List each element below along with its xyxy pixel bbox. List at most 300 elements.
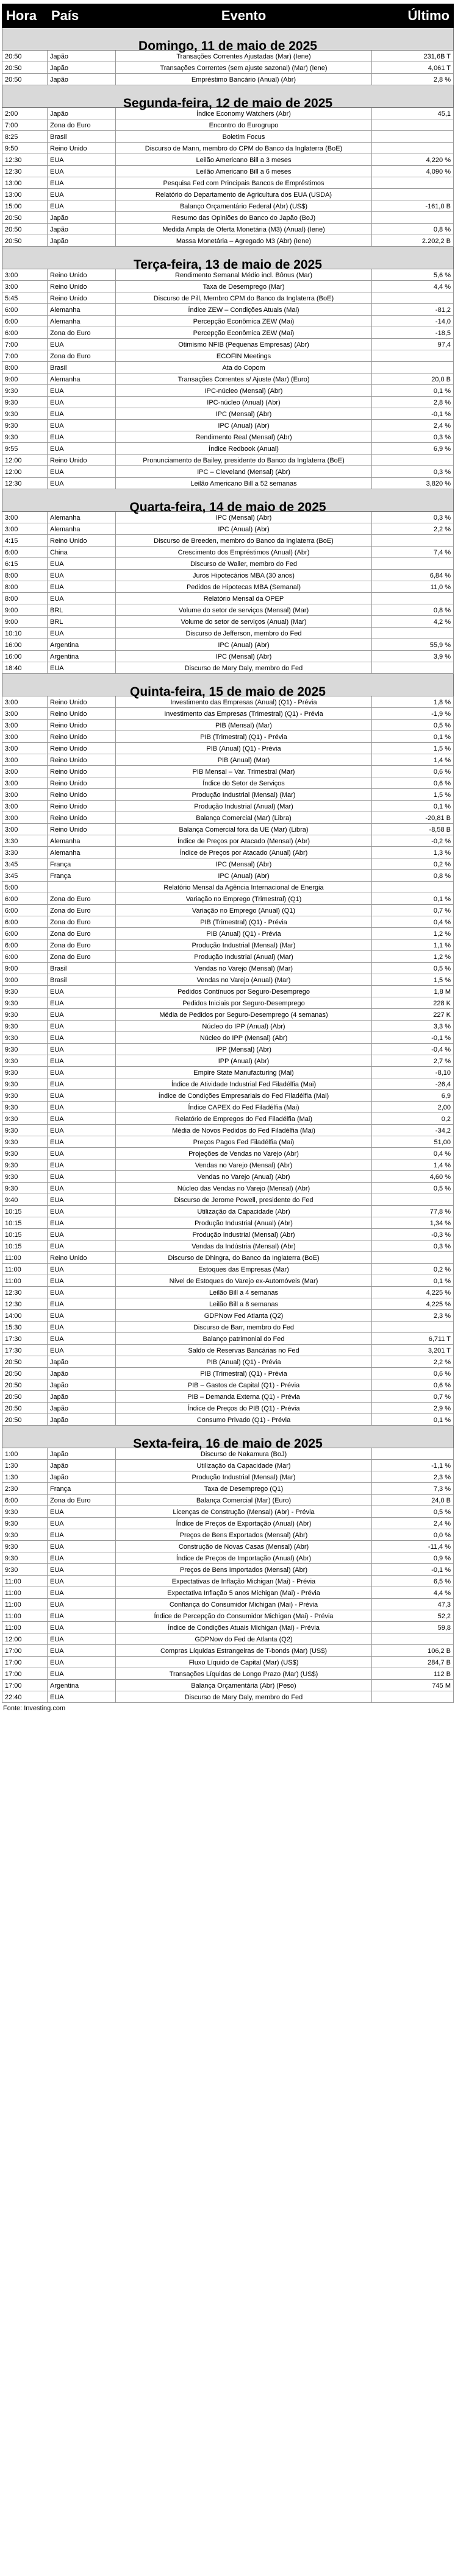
event-value: -8,58 B [372, 824, 454, 835]
event-country: EUA [48, 1610, 116, 1622]
day-title: Terça-feira, 13 de maio de 2025 [2, 247, 454, 269]
event-country: EUA [48, 1622, 116, 1633]
event-time: 9:30 [2, 1564, 48, 1576]
event-row [2, 1495, 454, 1506]
event-time: 9:30 [2, 1055, 48, 1067]
event-name: Balança Comercial (Mar) (Euro) [116, 1495, 372, 1506]
event-row [2, 1090, 454, 1102]
event-country: Reino Unido [48, 269, 116, 281]
event-value: 0,1 % [372, 385, 454, 397]
event-value: 1,4 % [372, 1159, 454, 1171]
event-value: 7,3 % [372, 1483, 454, 1495]
event-time: 11:00 [2, 1576, 48, 1587]
event-name: IPC (Mensal) (Abr) [116, 651, 372, 662]
event-country: Brasil [48, 362, 116, 373]
event-row [2, 777, 454, 789]
event-time: 14:00 [2, 1310, 48, 1322]
event-time: 12:30 [2, 166, 48, 177]
event-time: 8:00 [2, 362, 48, 373]
event-name: Leilão Bill a 8 semanas [116, 1298, 372, 1310]
event-country: EUA [48, 1333, 116, 1345]
event-row [2, 523, 454, 535]
event-country: EUA [48, 1657, 116, 1668]
event-time: 11:00 [2, 1610, 48, 1622]
event-time: 6:00 [2, 905, 48, 916]
event-time: 9:30 [2, 1125, 48, 1136]
event-value: 2,3 % [372, 1471, 454, 1483]
event-country: EUA [48, 1032, 116, 1044]
event-time: 9:30 [2, 1541, 48, 1552]
event-country: Zona do Euro [48, 928, 116, 939]
event-row [2, 212, 454, 224]
event-name: Relatório Mensal da OPEP [116, 593, 372, 604]
event-country: Zona do Euro [48, 350, 116, 362]
event-time: 3:00 [2, 720, 48, 731]
event-name: Vendas da Indústria (Mensal) (Abr) [116, 1240, 372, 1252]
event-time: 17:30 [2, 1333, 48, 1345]
event-row [2, 1287, 454, 1298]
event-name: Transações Correntes (sem ajuste sazonal) (Mar) (Iene) [116, 62, 372, 74]
event-country: Reino Unido [48, 824, 116, 835]
event-row [2, 431, 454, 443]
event-time: 9:00 [2, 974, 48, 986]
day-header [2, 1426, 454, 1448]
event-country: Reino Unido [48, 1252, 116, 1264]
event-value [372, 628, 454, 639]
event-value: 4,2 % [372, 616, 454, 628]
event-value [372, 362, 454, 373]
event-name: Índice de Percepção do Consumidor Michigan (Mai) - Prévia [116, 1610, 372, 1622]
event-value: 231,6B T [372, 51, 454, 62]
event-country: Zona do Euro [48, 327, 116, 339]
event-name: Núcleo do IPP (Anual) (Abr) [116, 1021, 372, 1032]
event-time: 17:00 [2, 1645, 48, 1657]
event-row [2, 1310, 454, 1322]
event-row [2, 1668, 454, 1680]
event-country: EUA [48, 662, 116, 674]
event-row [2, 1148, 454, 1159]
event-time: 9:30 [2, 1078, 48, 1090]
event-time: 9:30 [2, 408, 48, 420]
event-country: EUA [48, 385, 116, 397]
event-time: 15:00 [2, 200, 48, 212]
event-value [372, 1691, 454, 1703]
event-name: PIB (Anual) (Q1) - Prévia [116, 1356, 372, 1368]
event-value: 284,7 B [372, 1657, 454, 1668]
event-value: 0,4 % [372, 916, 454, 928]
event-country: EUA [48, 1159, 116, 1171]
event-country: EUA [48, 628, 116, 639]
event-country: Argentina [48, 651, 116, 662]
event-country: França [48, 858, 116, 870]
event-row [2, 570, 454, 581]
event-row [2, 1564, 454, 1576]
event-name: Empire State Manufacturing (Mai) [116, 1067, 372, 1078]
event-name: Fluxo Líquido de Capital (Mar) (US$) [116, 1657, 372, 1668]
event-row [2, 420, 454, 431]
event-row [2, 824, 454, 835]
event-name: Licenças de Construção (Mensal) (Abr) - Prévia [116, 1506, 372, 1518]
event-row [2, 743, 454, 754]
event-time: 9:00 [2, 373, 48, 385]
event-value: 0,8 % [372, 604, 454, 616]
event-name: Vendas no Varejo (Mensal) (Mar) [116, 963, 372, 974]
event-country: Reino Unido [48, 292, 116, 304]
event-value: -14,0 [372, 316, 454, 327]
event-name: Produção Industrial (Anual) (Mar) [116, 951, 372, 963]
event-name: PIB – Demanda Externa (Q1) - Prévia [116, 1391, 372, 1403]
event-country: Alemanha [48, 316, 116, 327]
event-time: 6:00 [2, 928, 48, 939]
event-name: IPC-núcleo (Anual) (Abr) [116, 397, 372, 408]
event-time: 3:00 [2, 754, 48, 766]
event-name: Boletim Focus [116, 131, 372, 143]
event-time: 20:50 [2, 74, 48, 85]
event-time: 20:50 [2, 51, 48, 62]
event-value: 0,7 % [372, 1391, 454, 1403]
event-value: 1,5 % [372, 974, 454, 986]
event-row [2, 812, 454, 824]
event-name: Discurso de Mary Daly, membro do Fed [116, 1691, 372, 1703]
event-name: Pedidos Contínuos por Seguro-Desemprego [116, 986, 372, 997]
event-time: 17:00 [2, 1680, 48, 1691]
event-row [2, 858, 454, 870]
event-country: EUA [48, 1298, 116, 1310]
event-time: 6:00 [2, 327, 48, 339]
event-value: 3,9 % [372, 651, 454, 662]
event-time: 3:00 [2, 512, 48, 523]
event-country: Reino Unido [48, 777, 116, 789]
event-time: 3:00 [2, 696, 48, 708]
event-row [2, 997, 454, 1009]
event-value: 0,1 % [372, 731, 454, 743]
event-name: IPP (Mensal) (Abr) [116, 1044, 372, 1055]
event-time: 3:30 [2, 835, 48, 847]
event-name: Leilão Bill a 4 semanas [116, 1287, 372, 1298]
event-value: 0,2 % [372, 858, 454, 870]
event-country: EUA [48, 1090, 116, 1102]
event-row [2, 1680, 454, 1691]
event-value: 2,9 % [372, 1403, 454, 1414]
event-value: 0,8 % [372, 870, 454, 882]
event-value [372, 535, 454, 547]
event-time: 3:45 [2, 870, 48, 882]
event-value: 0,5 % [372, 1183, 454, 1194]
event-country: EUA [48, 1645, 116, 1657]
event-value: -18,5 [372, 327, 454, 339]
event-row [2, 893, 454, 905]
event-time: 6:00 [2, 1495, 48, 1506]
event-name: Transações Correntes s/ Ajuste (Mar) (Euro) [116, 373, 372, 385]
event-row [2, 224, 454, 235]
event-country: EUA [48, 1148, 116, 1159]
event-value [372, 662, 454, 674]
event-country: EUA [48, 154, 116, 166]
event-row [2, 1322, 454, 1333]
event-value [372, 1633, 454, 1645]
event-row [2, 604, 454, 616]
event-row [2, 731, 454, 743]
event-name: Núcleo das Vendas no Varejo (Mensal) (Abr) [116, 1183, 372, 1194]
event-name: ECOFIN Meetings [116, 350, 372, 362]
event-name: IPC (Anual) (Abr) [116, 420, 372, 431]
event-time: 6:00 [2, 547, 48, 558]
event-time: 20:50 [2, 1368, 48, 1379]
event-value [372, 131, 454, 143]
event-row [2, 1599, 454, 1610]
event-value: -1,9 % [372, 708, 454, 720]
event-time: 3:00 [2, 523, 48, 535]
event-country: EUA [48, 1541, 116, 1552]
event-country: EUA [48, 1668, 116, 1680]
event-row [2, 1506, 454, 1518]
event-time: 20:50 [2, 1391, 48, 1403]
event-name: Produção Industrial (Mensal) (Mar) [116, 1471, 372, 1483]
event-name: IPC (Mensal) (Abr) [116, 408, 372, 420]
event-time: 9:30 [2, 1044, 48, 1055]
event-country: França [48, 1483, 116, 1495]
event-row [2, 1529, 454, 1541]
event-row [2, 166, 454, 177]
event-row [2, 789, 454, 801]
event-value: 2,8 % [372, 74, 454, 85]
event-time: 9:30 [2, 997, 48, 1009]
event-name: Índice de Preços por Atacado (Anual) (Abr) [116, 847, 372, 858]
event-row [2, 281, 454, 292]
event-row [2, 1032, 454, 1044]
event-name: Produção Industrial (Mensal) (Abr) [116, 1229, 372, 1240]
event-row [2, 339, 454, 350]
event-country: Japão [48, 51, 116, 62]
event-time: 9:30 [2, 1021, 48, 1032]
event-name: Percepção Econômica ZEW (Mai) [116, 327, 372, 339]
event-country: EUA [48, 1194, 116, 1206]
event-country: EUA [48, 1264, 116, 1275]
event-name: PIB – Gastos de Capital (Q1) - Prévia [116, 1379, 372, 1391]
event-row [2, 628, 454, 639]
event-time: 20:50 [2, 1403, 48, 1414]
event-name: Balanço Orçamentário Federal (Abr) (US$) [116, 200, 372, 212]
event-country: EUA [48, 1009, 116, 1021]
event-value: 0,4 % [372, 1148, 454, 1159]
event-country: Alemanha [48, 523, 116, 535]
event-row [2, 639, 454, 651]
event-country: EUA [48, 339, 116, 350]
event-name: Encontro do Eurogrupo [116, 119, 372, 131]
event-country: EUA [48, 1102, 116, 1113]
event-value: 0,5 % [372, 1506, 454, 1518]
event-row [2, 1483, 454, 1495]
event-value: -20,81 B [372, 812, 454, 824]
event-country: EUA [48, 397, 116, 408]
event-name: Índice de Preços de Importação (Anual) (Abr) [116, 1552, 372, 1564]
event-country: EUA [48, 1275, 116, 1287]
event-value: 59,8 [372, 1622, 454, 1633]
event-country: EUA [48, 1229, 116, 1240]
event-country: Zona do Euro [48, 893, 116, 905]
header-event: Evento [116, 4, 372, 28]
event-country: EUA [48, 986, 116, 997]
event-country: EUA [48, 1067, 116, 1078]
event-value: 1,8 % [372, 696, 454, 708]
event-country: Japão [48, 74, 116, 85]
event-name: Balança Comercial (Mar) (Libra) [116, 812, 372, 824]
event-row [2, 1368, 454, 1379]
day-header [2, 85, 454, 108]
event-name: Pedidos Iniciais por Seguro-Desemprego [116, 997, 372, 1009]
event-time: 3:00 [2, 766, 48, 777]
event-name: Preços Pagos Fed Filadélfia (Mai) [116, 1136, 372, 1148]
event-value: 3,3 % [372, 1021, 454, 1032]
event-value: 4,225 % [372, 1287, 454, 1298]
event-row [2, 1657, 454, 1668]
event-row [2, 1102, 454, 1113]
event-row [2, 316, 454, 327]
event-time: 10:15 [2, 1217, 48, 1229]
event-time: 9:40 [2, 1194, 48, 1206]
event-time: 9:30 [2, 431, 48, 443]
event-row [2, 547, 454, 558]
event-country: EUA [48, 1576, 116, 1587]
event-value: 0,3 % [372, 431, 454, 443]
event-row [2, 1240, 454, 1252]
event-country: EUA [48, 1529, 116, 1541]
event-value: 3,201 T [372, 1345, 454, 1356]
event-value: 1,1 % [372, 939, 454, 951]
event-time: 9:30 [2, 397, 48, 408]
event-time: 9:30 [2, 1183, 48, 1194]
event-value: 0,2 % [372, 1264, 454, 1275]
event-time: 7:00 [2, 119, 48, 131]
event-time: 3:00 [2, 281, 48, 292]
event-name: Índice de Preços de Exportação (Anual) (Abr) [116, 1518, 372, 1529]
event-row [2, 1136, 454, 1148]
event-value: 51,00 [372, 1136, 454, 1148]
event-time: 6:00 [2, 939, 48, 951]
event-value: 55,9 % [372, 639, 454, 651]
event-row [2, 478, 454, 489]
event-value: 0,1 % [372, 893, 454, 905]
event-time: 9:30 [2, 986, 48, 997]
event-value [372, 558, 454, 570]
event-row [2, 1229, 454, 1240]
day-title: Domingo, 11 de maio de 2025 [2, 28, 454, 51]
event-time: 3:00 [2, 269, 48, 281]
event-time: 3:00 [2, 824, 48, 835]
event-time: 11:00 [2, 1587, 48, 1599]
event-value: 2.202,2 B [372, 235, 454, 247]
event-row [2, 1541, 454, 1552]
event-time: 10:10 [2, 628, 48, 639]
event-value: 0,8 % [372, 224, 454, 235]
event-name: Resumo das Opiniões do Banco do Japão (BoJ) [116, 212, 372, 224]
event-country: Brasil [48, 963, 116, 974]
event-country: Zona do Euro [48, 939, 116, 951]
event-value: 0,3 % [372, 466, 454, 478]
event-name: PIB Mensal – Var. Trimestral (Mar) [116, 766, 372, 777]
event-country: EUA [48, 593, 116, 604]
event-time: 16:00 [2, 639, 48, 651]
event-country: EUA [48, 1078, 116, 1090]
event-row [2, 1460, 454, 1471]
event-time: 20:50 [2, 62, 48, 74]
event-time: 6:00 [2, 916, 48, 928]
event-name: Leilão Americano Bill a 3 meses [116, 154, 372, 166]
event-value: 3,820 % [372, 478, 454, 489]
event-name: Investimento das Empresas (Trimestral) (Q1) - Prévia [116, 708, 372, 720]
event-row [2, 304, 454, 316]
event-row [2, 939, 454, 951]
event-row [2, 1044, 454, 1055]
event-time: 9:30 [2, 1136, 48, 1148]
event-country: EUA [48, 1310, 116, 1322]
event-country: EUA [48, 466, 116, 478]
event-time: 12:00 [2, 455, 48, 466]
event-row [2, 882, 454, 893]
event-name: GDPNow Fed Atlanta (Q2) [116, 1310, 372, 1322]
event-value: 1,2 % [372, 928, 454, 939]
event-row [2, 1067, 454, 1078]
event-value: 0,3 % [372, 1240, 454, 1252]
event-time: 15:30 [2, 1322, 48, 1333]
event-time: 3:00 [2, 743, 48, 754]
event-name: Utilização da Capacidade (Mar) [116, 1460, 372, 1471]
event-time: 16:00 [2, 651, 48, 662]
event-country: Japão [48, 1448, 116, 1460]
event-row [2, 1078, 454, 1090]
event-value: 1,5 % [372, 789, 454, 801]
event-value: 0,6 % [372, 766, 454, 777]
event-row [2, 1356, 454, 1368]
event-time: 7:00 [2, 350, 48, 362]
event-value: 0,3 % [372, 512, 454, 523]
event-row [2, 928, 454, 939]
event-value: 77,8 % [372, 1206, 454, 1217]
event-name: PIB (Trimestral) (Q1) - Prévia [116, 916, 372, 928]
event-value: 6,9 [372, 1090, 454, 1102]
event-country: EUA [48, 420, 116, 431]
event-row [2, 616, 454, 628]
event-row [2, 1298, 454, 1310]
event-name: Taxa de Desemprego (Q1) [116, 1483, 372, 1495]
event-name: IPC (Anual) (Abr) [116, 523, 372, 535]
event-row [2, 754, 454, 766]
event-time: 3:00 [2, 708, 48, 720]
event-name: Preços de Bens Exportados (Mensal) (Abr) [116, 1529, 372, 1541]
event-row [2, 327, 454, 339]
event-row [2, 1622, 454, 1633]
event-name: Transações Correntes Ajustadas (Mar) (Iene) [116, 51, 372, 62]
event-value [372, 292, 454, 304]
event-value: 1,2 % [372, 951, 454, 963]
event-row [2, 905, 454, 916]
event-time: 12:30 [2, 1298, 48, 1310]
event-value: 2,7 % [372, 1055, 454, 1067]
event-value: 0,1 % [372, 801, 454, 812]
event-country: Japão [48, 1379, 116, 1391]
event-value [372, 143, 454, 154]
event-time: 8:00 [2, 570, 48, 581]
event-country: Reino Unido [48, 720, 116, 731]
event-time: 9:50 [2, 143, 48, 154]
event-country: EUA [48, 581, 116, 593]
event-name: Relatório de Empregos do Fed Filadélfia (Mai) [116, 1113, 372, 1125]
event-name: Produção Industrial (Mensal) (Mar) [116, 789, 372, 801]
event-name: Expectativas de Inflação Michigan (Mai) - Prévia [116, 1576, 372, 1587]
event-name: Pronunciamento de Bailey, presidente do Banco da Inglaterra (BoE) [116, 455, 372, 466]
event-country: Japão [48, 1368, 116, 1379]
event-country: Brasil [48, 974, 116, 986]
